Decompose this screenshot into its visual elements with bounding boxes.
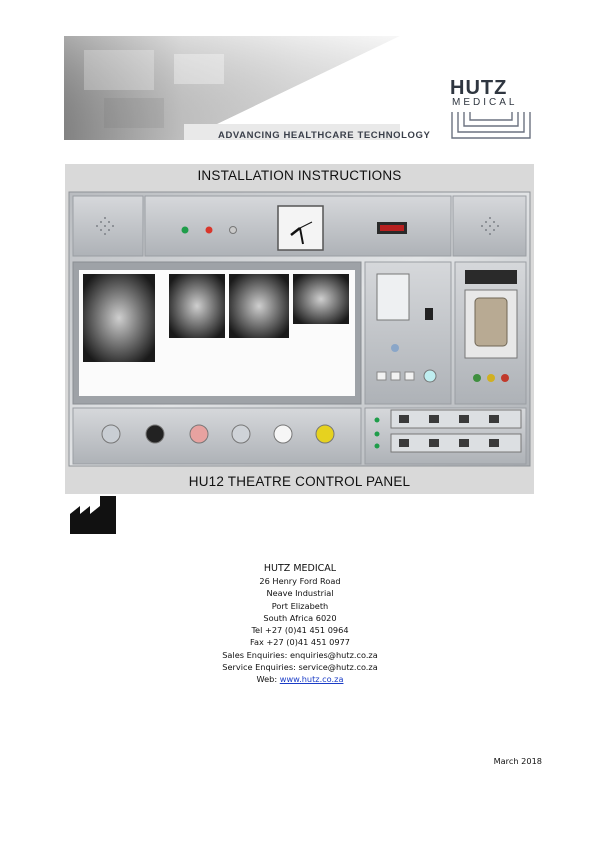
header-banner: [64, 36, 400, 140]
website-link[interactable]: www.hutz.co.za: [279, 674, 344, 685]
telephone: Tel +27 (0)41 451 0964: [251, 625, 349, 636]
factory-icon: [70, 494, 116, 534]
web-label: Web:: [256, 674, 280, 685]
hutz-logo-icon: [450, 110, 532, 142]
city: Port Elizabeth: [271, 600, 329, 611]
country: South Africa 6020: [263, 612, 337, 623]
control-panel-photo: [65, 188, 534, 470]
document-title: INSTALLATION INSTRUCTIONS: [65, 164, 534, 188]
area: Neave Industrial: [266, 588, 334, 599]
street: 26 Henry Ford Road: [259, 576, 341, 586]
fax: Fax +27 (0)41 451 0977: [250, 637, 350, 648]
product-title: HU12 THEATRE CONTROL PANEL: [65, 470, 534, 494]
web-line: [160, 673, 440, 685]
address-block: [160, 562, 440, 686]
logo-subtitle: MEDICAL: [452, 97, 518, 108]
sales-email: Sales Enquiries: enquiries@hutz.co.za: [222, 649, 378, 660]
tagline: ADVANCING HEALTHCARE TECHNOLOGY: [218, 130, 431, 141]
service-email: Service Enquiries: service@hutz.co.za: [222, 662, 378, 673]
logo-wordmark: HUTZ: [450, 77, 508, 99]
document-date: March 2018: [493, 756, 542, 766]
company-name: HUTZ MEDICAL: [263, 563, 337, 574]
